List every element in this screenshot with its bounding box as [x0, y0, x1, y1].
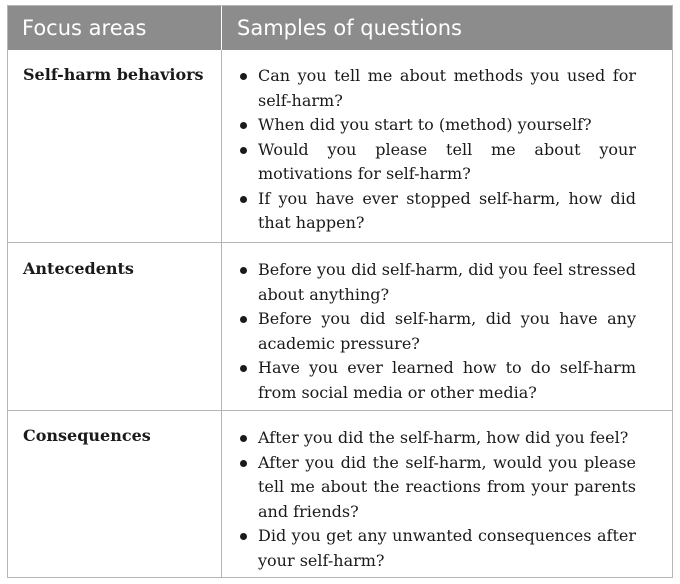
- question-text: Would you please tell me about your motivations for self-harm?: [258, 139, 636, 183]
- question-list-consequences: [240, 426, 636, 573]
- bullet-icon: [240, 435, 247, 442]
- question-list-self-harm-behaviors: [240, 64, 636, 236]
- question-text: Did you get any unwanted consequences after your self-harm?: [258, 526, 636, 570]
- question-item: [240, 258, 636, 307]
- focus-area-self-harm-behaviors: Self-harm behaviors: [23, 65, 204, 84]
- bullet-icon: [240, 365, 247, 372]
- column-divider: [221, 50, 222, 577]
- question-item: [240, 524, 636, 573]
- focus-area-consequences: Consequences: [23, 426, 151, 445]
- question-text: If you have ever stopped self-harm, how did that happen?: [258, 188, 636, 232]
- question-item: [240, 356, 636, 405]
- questions-table: [7, 5, 673, 578]
- bullet-icon: [240, 73, 247, 80]
- bullet-icon: [240, 196, 247, 203]
- bullet-icon: [240, 147, 247, 154]
- question-item: [240, 113, 636, 138]
- question-item: [240, 64, 636, 113]
- bullet-icon: [240, 122, 247, 129]
- row-divider: [8, 410, 672, 411]
- question-text: Have you ever learned how to do self-harm from social media or other media?: [258, 358, 636, 402]
- question-text: After you did the self-harm, how did you feel?: [258, 428, 629, 447]
- question-item: [240, 307, 636, 356]
- bullet-icon: [240, 460, 247, 467]
- question-text: Can you tell me about methods you used for self-harm?: [258, 66, 636, 110]
- question-item: [240, 426, 636, 451]
- question-item: [240, 138, 636, 187]
- bullet-icon: [240, 533, 247, 540]
- focus-area-antecedents: Antecedents: [23, 259, 134, 278]
- question-item: [240, 451, 636, 525]
- question-list-antecedents: [240, 258, 636, 405]
- row-divider: [8, 242, 672, 243]
- header-samples-of-questions: Samples of questions: [237, 16, 462, 40]
- question-item: [240, 187, 636, 236]
- question-text: Before you did self-harm, did you feel stressed about anything?: [258, 260, 636, 304]
- table-header: [8, 6, 672, 50]
- header-focus-areas: Focus areas: [22, 16, 147, 40]
- question-text: When did you start to (method) yourself?: [258, 115, 592, 134]
- bullet-icon: [240, 267, 247, 274]
- question-text: After you did the self-harm, would you please tell me about the reactions from your parents and friends?: [258, 452, 636, 521]
- header-divider: [221, 6, 222, 50]
- question-text: Before you did self-harm, did you have any academic pressure?: [258, 309, 636, 353]
- bullet-icon: [240, 316, 247, 323]
